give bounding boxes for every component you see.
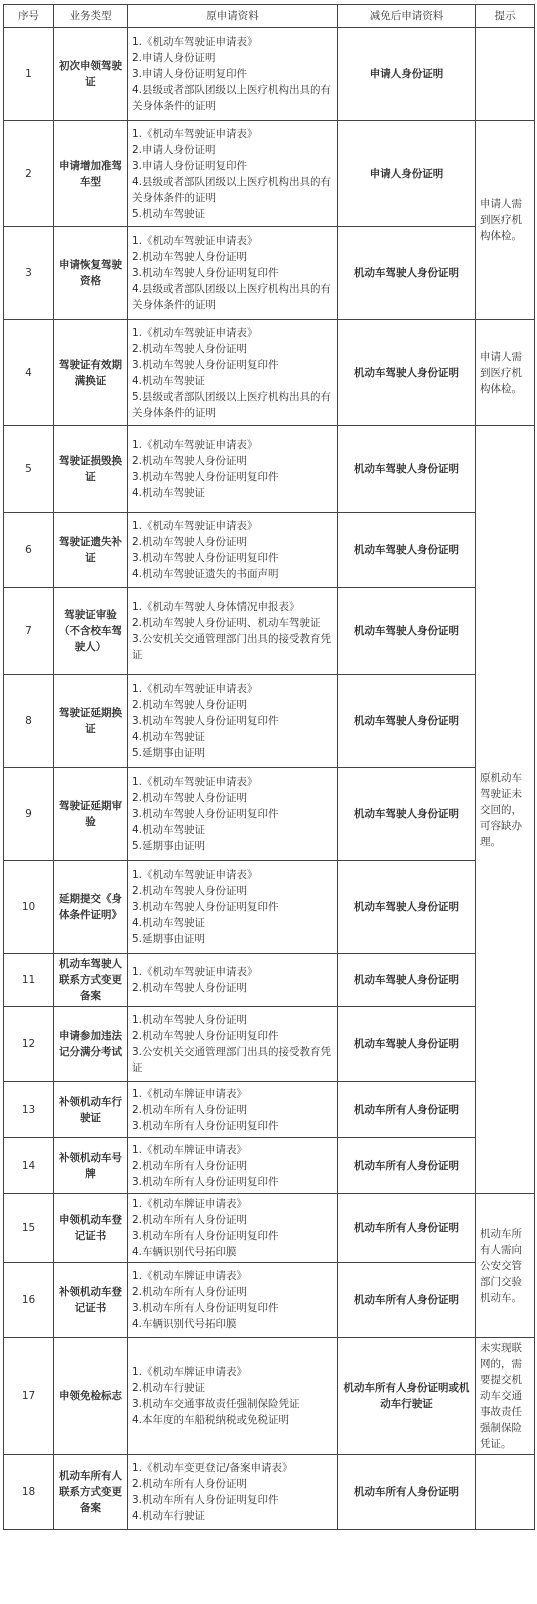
- doc-item: 2.机动车所有人身份证明: [132, 1214, 248, 1226]
- original-docs-cell: [128, 1338, 338, 1455]
- original-docs-cell: [128, 861, 338, 954]
- table-row: [4, 1007, 535, 1082]
- row-number: 4: [4, 320, 54, 426]
- doc-item: 5.县级或者部队团级以上医疗机构出具的有关身体条件的证明: [132, 390, 332, 419]
- business-type: 驾驶证审验（不含校车驾驶人）: [54, 588, 128, 675]
- table-body: [4, 28, 535, 1530]
- business-type: 补领机动车行驶证: [54, 1082, 128, 1138]
- doc-item: 4.县级或者部队团级以上医疗机构出具的有关身体条件的证明: [132, 175, 332, 204]
- original-docs-cell: [128, 1138, 338, 1194]
- business-type: 申请恢复驾驶资格: [54, 227, 128, 320]
- row-number: 11: [4, 954, 54, 1007]
- doc-item: 2.机动车驾驶人身份证明、机动车驾驶证: [132, 617, 321, 629]
- row-number: 18: [4, 1455, 54, 1530]
- row-number: 12: [4, 1007, 54, 1082]
- doc-item: 4.机动车驾驶证: [132, 487, 206, 499]
- doc-item: 4.县级或者部队团级以上医疗机构出具的有关身体条件的证明: [132, 84, 332, 112]
- header-type: 业务类型: [54, 5, 128, 28]
- row-number: 17: [4, 1338, 54, 1455]
- reduced-docs-cell: 申请人身份证明: [338, 28, 476, 121]
- reduced-docs-cell: 机动车所有人身份证明: [338, 1263, 476, 1338]
- doc-item: 5.延期事由证明: [132, 933, 206, 945]
- original-docs-cell: [128, 227, 338, 320]
- doc-item: 1.《机动车驾驶证申请表》: [132, 36, 258, 48]
- table-row: [4, 1455, 535, 1530]
- reduced-docs-cell: 机动车所有人身份证明: [338, 1082, 476, 1138]
- requirements-table: [3, 4, 535, 1530]
- doc-item: 3.机动车驾驶人身份证明复印件: [132, 901, 279, 913]
- doc-item: 3.机动车所有人身份证明复印件: [132, 1494, 279, 1506]
- business-type: 延期提交《身体条件证明》: [54, 861, 128, 954]
- doc-item: 1.《机动车驾驶证申请表》: [132, 127, 258, 140]
- row-number: 7: [4, 588, 54, 675]
- row-number: 14: [4, 1138, 54, 1194]
- doc-item: 1.《机动车牌证申请表》: [132, 1143, 248, 1156]
- row-number: 15: [4, 1194, 54, 1263]
- doc-item: 2.机动车驾驶人身份证明: [132, 536, 248, 548]
- table-row: [4, 588, 535, 675]
- business-type: 补领机动车登记证书: [54, 1263, 128, 1338]
- doc-item: 1.《机动车驾驶证申请表》: [132, 326, 258, 339]
- original-docs-cell: [128, 1007, 338, 1082]
- table-row: [4, 1263, 535, 1338]
- doc-item: 1.机动车驾驶人身份证明: [132, 1014, 248, 1026]
- doc-item: 2.机动车驾驶人身份证明: [132, 792, 248, 804]
- doc-item: 2.机动车所有人身份证明: [132, 1286, 248, 1298]
- reduced-docs-cell: 机动车驾驶人身份证明: [338, 588, 476, 675]
- doc-item: 3.机动车驾驶人身份证明复印件: [132, 715, 279, 727]
- table-row: [4, 1138, 535, 1194]
- doc-item: 3.机动车驾驶人身份证明复印件: [132, 808, 279, 820]
- business-type: 机动车驾驶人联系方式变更备案: [54, 954, 128, 1007]
- doc-item: 5.延期事由证明: [132, 747, 206, 759]
- tip-cell: [476, 28, 535, 121]
- table-row: [4, 227, 535, 320]
- doc-item: 2.机动车驾驶人身份证明: [132, 455, 248, 467]
- table-row: [4, 513, 535, 588]
- table-row: [4, 28, 535, 121]
- doc-item: 5.延期事由证明: [132, 840, 206, 852]
- header-tip: 提示: [476, 5, 535, 28]
- reduced-docs-cell: 申请人身份证明: [338, 121, 476, 227]
- doc-item: 3.机动车驾驶人身份证明复印件: [132, 267, 279, 279]
- row-number: 2: [4, 121, 54, 227]
- doc-item: 3.公安机关交通管理部门出具的接受教育凭证: [132, 633, 332, 661]
- row-number: 16: [4, 1263, 54, 1338]
- original-docs-cell: [128, 1455, 338, 1530]
- original-docs-cell: [128, 513, 338, 588]
- doc-item: 3.机动车驾驶人身份证明复印件: [132, 552, 279, 564]
- row-number: 10: [4, 861, 54, 954]
- doc-item: 3.机动车所有人身份证明复印件: [132, 1302, 279, 1314]
- business-type: 驾驶证损毁换证: [54, 426, 128, 513]
- tip-cell: 申请人需到医疗机构体检。: [476, 121, 535, 320]
- doc-item: 2.机动车所有人身份证明: [132, 1103, 248, 1116]
- business-type: 申请参加违法记分满分考试: [54, 1007, 128, 1082]
- table-row: [4, 861, 535, 954]
- business-type: 初次申领驾驶证: [54, 28, 128, 121]
- doc-item: 2.机动车驾驶人身份证明: [132, 699, 248, 711]
- tip-cell: [476, 1455, 535, 1530]
- table-row: [4, 768, 535, 861]
- doc-item: 3.申请人身份证明复印件: [132, 159, 248, 172]
- row-number: 6: [4, 513, 54, 588]
- table-row: [4, 121, 535, 227]
- doc-item: 4.机动车驾驶证: [132, 374, 206, 387]
- doc-item: 2.机动车驾驶人身份证明: [132, 885, 248, 897]
- doc-item: 1.《机动车牌证申请表》: [132, 1198, 248, 1210]
- doc-item: 4.机动车驾驶证: [132, 731, 206, 743]
- doc-item: 2.申请人身份证明: [132, 143, 216, 156]
- table-header-row: [4, 5, 535, 28]
- header-no: 序号: [4, 5, 54, 28]
- original-docs-cell: [128, 28, 338, 121]
- reduced-docs-cell: 机动车驾驶人身份证明: [338, 513, 476, 588]
- doc-item: 2.机动车驾驶人身份证明: [132, 982, 248, 994]
- business-type: 驾驶证延期审验: [54, 768, 128, 861]
- doc-item: 3.机动车所有人身份证明复印件: [132, 1230, 279, 1242]
- doc-item: 3.公安机关交通管理部门出具的接受教育凭证: [132, 1046, 332, 1074]
- table-row: [4, 426, 535, 513]
- reduced-docs-cell: 机动车所有人身份证明: [338, 1194, 476, 1263]
- reduced-docs-cell: 机动车驾驶人身份证明: [338, 320, 476, 426]
- row-number: 1: [4, 28, 54, 121]
- doc-item: 2.机动车行驶证: [132, 1382, 206, 1394]
- business-type: 驾驶证延期换证: [54, 675, 128, 768]
- doc-item: 3.机动车交通事故责任强制保险凭证: [132, 1398, 300, 1410]
- doc-item: 4.机动车行驶证: [132, 1510, 206, 1522]
- doc-item: 1.《机动车驾驶证申请表》: [132, 683, 258, 695]
- tip-cell: 未实现联网的，需要提交机动车交通事故责任强制保险凭证。: [476, 1338, 535, 1455]
- row-number: 3: [4, 227, 54, 320]
- doc-item: 2.机动车驾驶人身份证明: [132, 342, 248, 355]
- business-type: 申请增加准驾车型: [54, 121, 128, 227]
- doc-item: 2.机动车驾驶人身份证明: [132, 251, 248, 263]
- doc-item: 1.《机动车牌证申请表》: [132, 1270, 248, 1282]
- original-docs-cell: [128, 320, 338, 426]
- business-type: 申领机动车登记证书: [54, 1194, 128, 1263]
- reduced-docs-cell: 机动车驾驶人身份证明: [338, 768, 476, 861]
- doc-item: 1.《机动车驾驶人身体情况申报表》: [132, 601, 300, 613]
- business-type: 机动车所有人联系方式变更备案: [54, 1455, 128, 1530]
- original-docs-cell: [128, 675, 338, 768]
- original-docs-cell: [128, 954, 338, 1007]
- business-type: 驾驶证有效期满换证: [54, 320, 128, 426]
- table-row: [4, 954, 535, 1007]
- table-row: [4, 675, 535, 768]
- row-number: 5: [4, 426, 54, 513]
- business-type: 补领机动车号牌: [54, 1138, 128, 1194]
- doc-item: 3.申请人身份证明复印件: [132, 68, 248, 80]
- original-docs-cell: [128, 1194, 338, 1263]
- tip-cell: 机动车所有人需向公安交管部门交验机动车。: [476, 1194, 535, 1338]
- row-number: 9: [4, 768, 54, 861]
- reduced-docs-cell: 机动车驾驶人身份证明: [338, 227, 476, 320]
- doc-item: 1.《机动车牌证申请表》: [132, 1087, 248, 1100]
- reduced-docs-cell: 机动车驾驶人身份证明: [338, 426, 476, 513]
- doc-item: 4.机动车驾驶证: [132, 824, 206, 836]
- header-original-docs: 原申请资料: [128, 5, 338, 28]
- table-row: [4, 320, 535, 426]
- doc-item: 1.《机动车驾驶证申请表》: [132, 235, 258, 247]
- doc-item: 4.机动车驾驶证遗失的书面声明: [132, 568, 279, 580]
- reduced-docs-cell: 机动车驾驶人身份证明: [338, 675, 476, 768]
- header-reduced-docs: 减免后申请资料: [338, 5, 476, 28]
- business-type: 申领免检标志: [54, 1338, 128, 1455]
- doc-item: 2.机动车驾驶人身份证明复印件: [132, 1030, 279, 1042]
- doc-item: 3.机动车所有人身份证明复印件: [132, 1119, 279, 1132]
- table-row: [4, 1338, 535, 1455]
- doc-item: 1.《机动车驾驶证申请表》: [132, 439, 258, 451]
- reduced-docs-cell: 机动车驾驶人身份证明: [338, 861, 476, 954]
- original-docs-cell: [128, 1263, 338, 1338]
- table-row: [4, 1082, 535, 1138]
- doc-item: 3.机动车所有人身份证明复印件: [132, 1175, 279, 1188]
- doc-item: 3.机动车驾驶人身份证明复印件: [132, 471, 279, 483]
- doc-item: 2.机动车所有人身份证明: [132, 1478, 248, 1490]
- row-number: 8: [4, 675, 54, 768]
- reduced-docs-cell: 机动车所有人身份证明或机动车行驶证: [338, 1338, 476, 1455]
- doc-item: 1.《机动车驾驶证申请表》: [132, 776, 258, 788]
- doc-item: 1.《机动车驾驶证申请表》: [132, 520, 258, 532]
- row-number: 13: [4, 1082, 54, 1138]
- reduced-docs-cell: 机动车所有人身份证明: [338, 1455, 476, 1530]
- doc-item: 4.县级或者部队团级以上医疗机构出具的有关身体条件的证明: [132, 283, 332, 311]
- reduced-docs-cell: 机动车所有人身份证明: [338, 1138, 476, 1194]
- original-docs-cell: [128, 768, 338, 861]
- reduced-docs-cell: 机动车驾驶人身份证明: [338, 954, 476, 1007]
- original-docs-cell: [128, 588, 338, 675]
- doc-item: 3.机动车驾驶人身份证明复印件: [132, 358, 279, 371]
- doc-item: 1.《机动车牌证申请表》: [132, 1366, 248, 1378]
- table-row: [4, 1194, 535, 1263]
- doc-item: 1.《机动车驾驶证申请表》: [132, 869, 258, 881]
- doc-item: 4.机动车驾驶证: [132, 917, 206, 929]
- original-docs-cell: [128, 426, 338, 513]
- doc-item: 4.车辆识别代号拓印膜: [132, 1318, 237, 1330]
- original-docs-cell: [128, 1082, 338, 1138]
- tip-cell: 原机动车驾驶证未交回的，可容缺办理。: [476, 426, 535, 1194]
- doc-item: 1.《机动车驾驶证申请表》: [132, 966, 258, 978]
- business-type: 驾驶证遗失补证: [54, 513, 128, 588]
- tip-cell: 申请人需到医疗机构体检。: [476, 320, 535, 426]
- doc-item: 2.机动车所有人身份证明: [132, 1159, 248, 1172]
- doc-item: 4.本年度的车船税纳税或免税证明: [132, 1414, 290, 1426]
- original-docs-cell: [128, 121, 338, 227]
- doc-item: 1.《机动车变更登记/备案申请表》: [132, 1462, 293, 1474]
- reduced-docs-cell: 机动车驾驶人身份证明: [338, 1007, 476, 1082]
- doc-item: 2.申请人身份证明: [132, 52, 216, 64]
- doc-item: 4.车辆识别代号拓印膜: [132, 1246, 237, 1258]
- doc-item: 5.机动车驾驶证: [132, 207, 206, 220]
